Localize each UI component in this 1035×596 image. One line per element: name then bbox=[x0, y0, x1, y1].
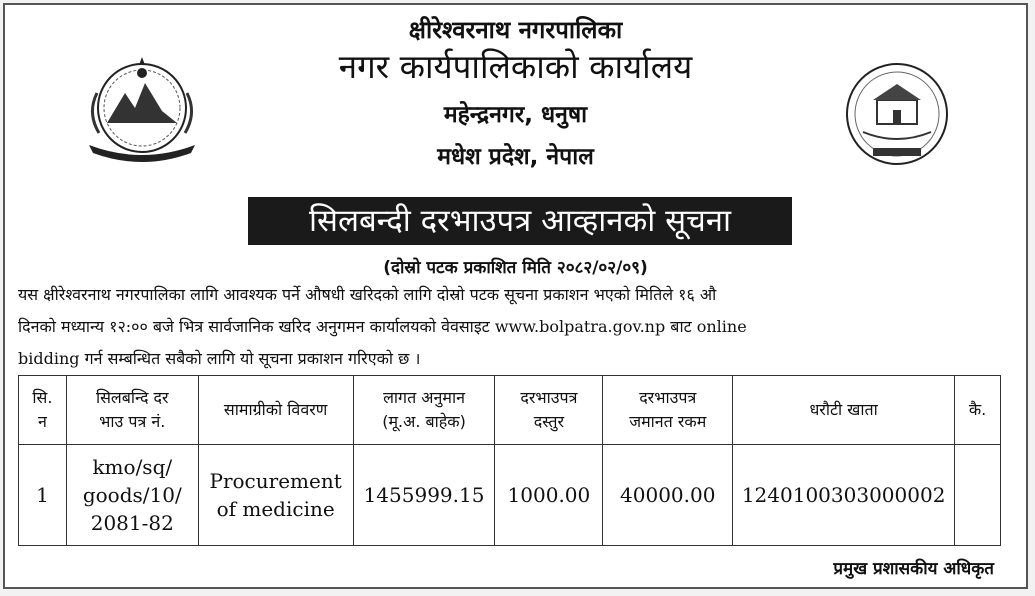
notice-header bbox=[5, 5, 1026, 195]
body-line: यस क्षीरेश्वरनाथ नगरपालिका लागि आवश्यक पर्ने औषधी खरिदको लागि दोस्रो पटक सूचना प्रकाशन भएको मितिले १६ औ bbox=[18, 285, 717, 304]
col-header-sn: सि. न bbox=[19, 376, 67, 445]
col-header-security: दरभाउपत्र जमानत रकम bbox=[603, 376, 733, 445]
office-name: नगर कार्यपालिकाको कार्यालय bbox=[338, 47, 693, 86]
municipality-name: क्षीरेश्वरनाथ नगरपालिका bbox=[408, 16, 623, 44]
cell-bid-no: kmo/sq/ goods/10/ 2081-82 bbox=[66, 445, 198, 546]
col-header-fee: दरभाउपत्र दस्तुर bbox=[495, 376, 603, 445]
signatory: प्रमुख प्रशासकीय अधिकृत bbox=[833, 559, 994, 579]
cell-cost-estimate: 1455999.15 bbox=[353, 445, 495, 546]
cell-fee: 1000.00 bbox=[495, 445, 603, 546]
col-header-deposit-account: धरौटी खाता bbox=[733, 376, 955, 445]
publication-date: (दोस्रो पटक प्रकाशित मिति २०८२/०२/०९) bbox=[383, 258, 648, 278]
cell-sn: 1 bbox=[19, 445, 67, 546]
col-header-cost-estimate: लागत अनुमान (मू.अ. बाहेक) bbox=[353, 376, 495, 445]
cell-deposit-account: 1240100303000002 bbox=[733, 445, 955, 546]
cell-remarks bbox=[955, 445, 1001, 546]
table-header-row bbox=[19, 376, 1001, 445]
cell-security: 40000.00 bbox=[603, 445, 733, 546]
table-row bbox=[19, 445, 1001, 546]
tender-notice bbox=[3, 3, 1028, 589]
body-line: दिनको मध्यान्य १२:०० बजे भित्र सार्वजानिक खरिद अनुगमन कार्यालयको वेवसाइट www.bolpatra.gov.np बाट online bbox=[18, 317, 747, 336]
col-header-description: सामाग्रीको विवरण bbox=[198, 376, 353, 445]
cell-description: Procurement of medicine bbox=[198, 445, 353, 546]
body-line: bidding गर्न सम्बन्धित सबैको लागि यो सूचना प्रकाशन गरिएको छ । bbox=[18, 349, 421, 368]
notice-title: सिलबन्दी दरभाउपत्र आव्हानको सूचना bbox=[248, 197, 792, 245]
tender-table bbox=[18, 375, 1001, 546]
notice-body bbox=[18, 279, 1021, 375]
office-location: महेन्द्रनगर, धनुषा bbox=[443, 102, 588, 128]
office-province: मधेश प्रदेश, नेपाल bbox=[437, 144, 594, 170]
col-header-remarks: कै. bbox=[955, 376, 1001, 445]
col-header-bid-no: सिलबन्दि दर भाउ पत्र नं. bbox=[66, 376, 198, 445]
